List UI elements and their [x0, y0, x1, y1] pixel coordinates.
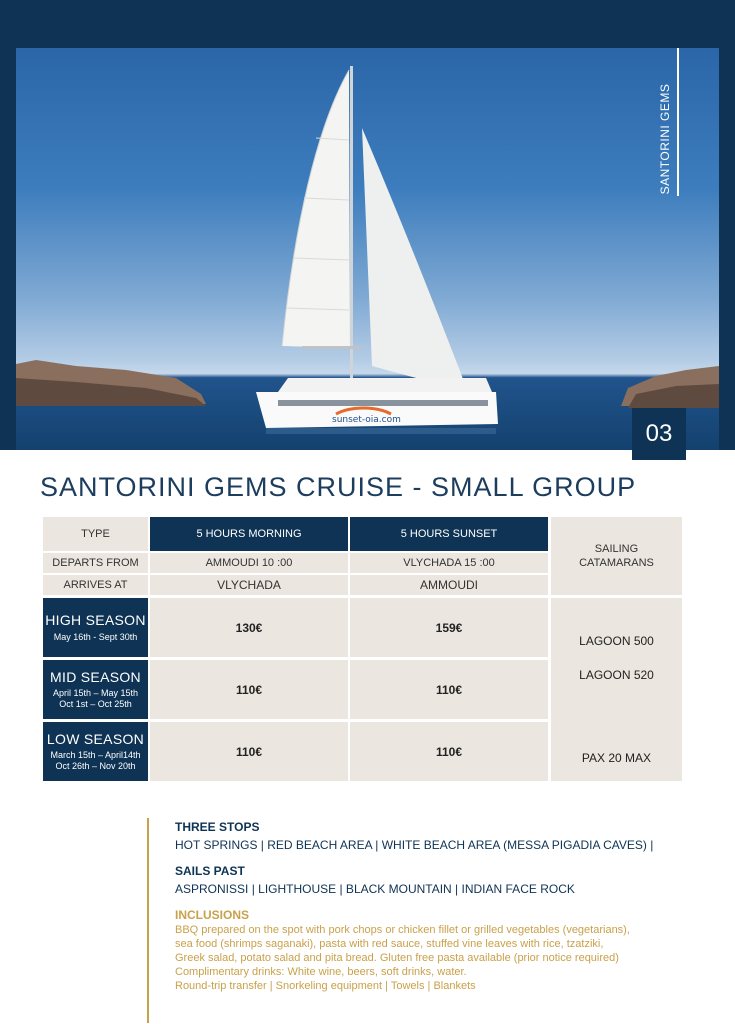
price-high-morning: 130€: [150, 598, 348, 657]
pax-capacity: PAX 20 MAX: [581, 751, 652, 765]
col-morning-header: 5 HOURS MORNING: [150, 517, 348, 551]
price-low-sunset: 110€: [350, 722, 548, 781]
season-low: [43, 722, 148, 781]
inclusions-list: [175, 923, 630, 993]
season-high: [43, 598, 148, 657]
boat-name: LAGOON 500: [579, 634, 654, 648]
inclusion-line: BBQ prepared on the spot with pork chops or chicken fillet or grilled vegetables (vegetarians),: [175, 924, 630, 936]
price-mid-sunset: 110€: [350, 660, 548, 719]
season-dates: March 15th – April14th Oct 26th – Nov 20th: [50, 750, 141, 771]
arrives-morning: VLYCHADA: [150, 575, 348, 595]
boat-name: LAGOON 520: [579, 668, 654, 682]
price-low-morning: 110€: [150, 722, 348, 781]
sails-heading: SAILS PAST: [175, 864, 245, 878]
arrives-sunset: AMMOUDI: [350, 575, 548, 595]
boats-cell: [551, 598, 682, 781]
season-dates: May 16th - Sept 30th: [53, 632, 138, 642]
inclusions-heading: INCLUSIONS: [175, 908, 250, 922]
sailboat-illustration: [16, 48, 719, 450]
side-divider: [677, 48, 679, 196]
season-name: LOW SEASON: [46, 731, 145, 747]
info-divider: [147, 818, 149, 1023]
inclusion-line: Complimentary drinks: White wine, beers, soft drinks, water.: [175, 966, 467, 978]
departs-label: DEPARTS FROM: [43, 553, 148, 573]
catamaran-photo: [16, 48, 719, 450]
season-name: MID SEASON: [50, 669, 141, 685]
inclusion-line: sea food (shrimps saganaki), pasta with red sauce, stuffed vine leaves with rice, tzatziki,: [175, 938, 604, 950]
sails-list: ASPRONISSI | LIGHTHOUSE | BLACK MOUNTAIN | INDIAN FACE ROCK: [175, 882, 575, 896]
page-title: SANTORINI GEMS CRUISE - SMALL GROUP: [40, 472, 637, 502]
inclusion-line: Round-trip transfer | Snorkeling equipment | Towels | Blankets: [175, 980, 476, 992]
boat-logo-text: sunset-oia.com: [332, 415, 401, 425]
season-mid: [43, 660, 148, 719]
departs-morning: AMMOUDI 10 :00: [150, 553, 348, 573]
page-number: 03: [632, 408, 686, 460]
side-label-text: SANTORINI GEMS: [658, 83, 672, 195]
departs-sunset: VLYCHADA 15 :00: [350, 553, 548, 573]
stops-heading: THREE STOPS: [175, 820, 260, 834]
col-sunset-header: 5 HOURS SUNSET: [350, 517, 548, 551]
inclusion-line: Greek salad, potato salad and pita bread. Gluten free pasta available (prior notice required): [175, 952, 619, 964]
catamarans-label: SAILING CATAMARANS: [551, 517, 682, 595]
side-label: [655, 80, 675, 198]
price-mid-morning: 110€: [150, 660, 348, 719]
price-high-sunset: 159€: [350, 598, 548, 657]
season-dates: April 15th – May 15th Oct 1st – Oct 25th: [52, 688, 139, 709]
stops-list: HOT SPRINGS | RED BEACH AREA | WHITE BEACH AREA (MESSA PIGADIA CAVES) |: [175, 838, 654, 852]
arrives-label: ARRIVES AT: [43, 575, 148, 595]
type-label: TYPE: [43, 517, 148, 551]
season-name: HIGH SEASON: [45, 612, 146, 628]
